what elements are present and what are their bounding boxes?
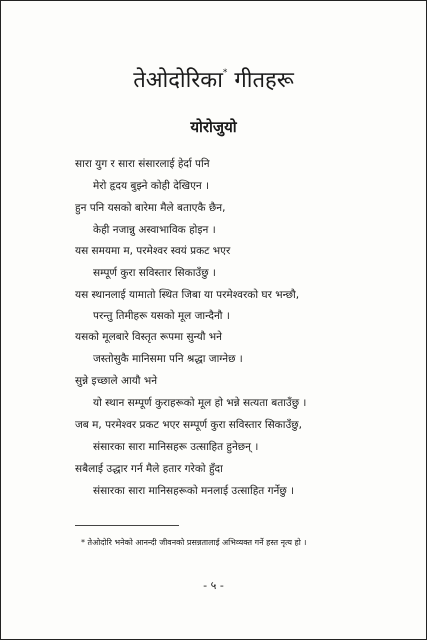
poem-line: यस समयमा म, परमेश्वर स्वयं प्रकट भएर xyxy=(75,245,231,257)
page-title xyxy=(1,59,426,95)
poem-line: सम्पूर्ण कुरा सविस्तार सिकाउँछु । xyxy=(93,267,216,279)
poem-line: यो स्थान सम्पूर्ण कुराहरूको मूल हो भन्ने सत्यता बताउँछु । xyxy=(93,397,307,409)
poem-line: सबैलाई उद्धार गर्न मैले हतार गरेको हुँदा xyxy=(75,463,223,475)
poem-line: संसारका सारा मानिसहरूको मनलाई उत्साहित गर्नेछु । xyxy=(93,485,295,497)
title-suffix: गीतहरू xyxy=(227,68,294,93)
poem-line: परन्तु तिमीहरू यसको मूल जान्दैनौ । xyxy=(93,310,230,322)
poem-line: केही नजान्नु अस्वाभाविक होइन । xyxy=(93,224,216,236)
title-text: तेओदोरिका xyxy=(133,68,223,93)
poem-line: सुन्ने इच्छाले आयौ भने xyxy=(75,375,158,387)
poem-line: यस स्थानलाई यामातो स्थित जिबा या परमेश्वरको घर भन्छौ, xyxy=(75,289,300,301)
poem-line: जस्तोसुकै मानिसमा पनि श्रद्धा जाग्नेछ । xyxy=(93,353,243,365)
poem-line: संसारका सारा मानिसहरू उत्साहित हुनेछन् । xyxy=(93,441,259,453)
footnote: * तेओदोरि भनेको आनन्दी जीवनको प्रसन्नतालाई अभिव्यक्त गर्ने हस्त नृत्य हो । xyxy=(81,538,307,547)
page-number: - ५ - xyxy=(203,579,224,592)
poem-line: मेरो हृदय बुझ्ने कोही देखिएन । xyxy=(93,180,210,192)
title-footnote-mark: * xyxy=(222,68,228,78)
poem-line: जब म, परमेश्वर प्रकट भएर सम्पूर्ण कुरा सविस्तार सिकाउँछु, xyxy=(75,419,302,431)
poem-line: सारा युग र सारा संसारलाई हेर्दा पनि xyxy=(75,158,210,170)
section-subtitle: योरोजुयो xyxy=(190,118,237,136)
footnote-divider xyxy=(75,525,179,526)
poem-line: यसको मूलबारे विस्तृत रूपमा सुन्यौ भने xyxy=(75,331,223,343)
poem-line: हुन पनि यसको बारेमा मैले बताएकै छैन, xyxy=(75,202,226,214)
